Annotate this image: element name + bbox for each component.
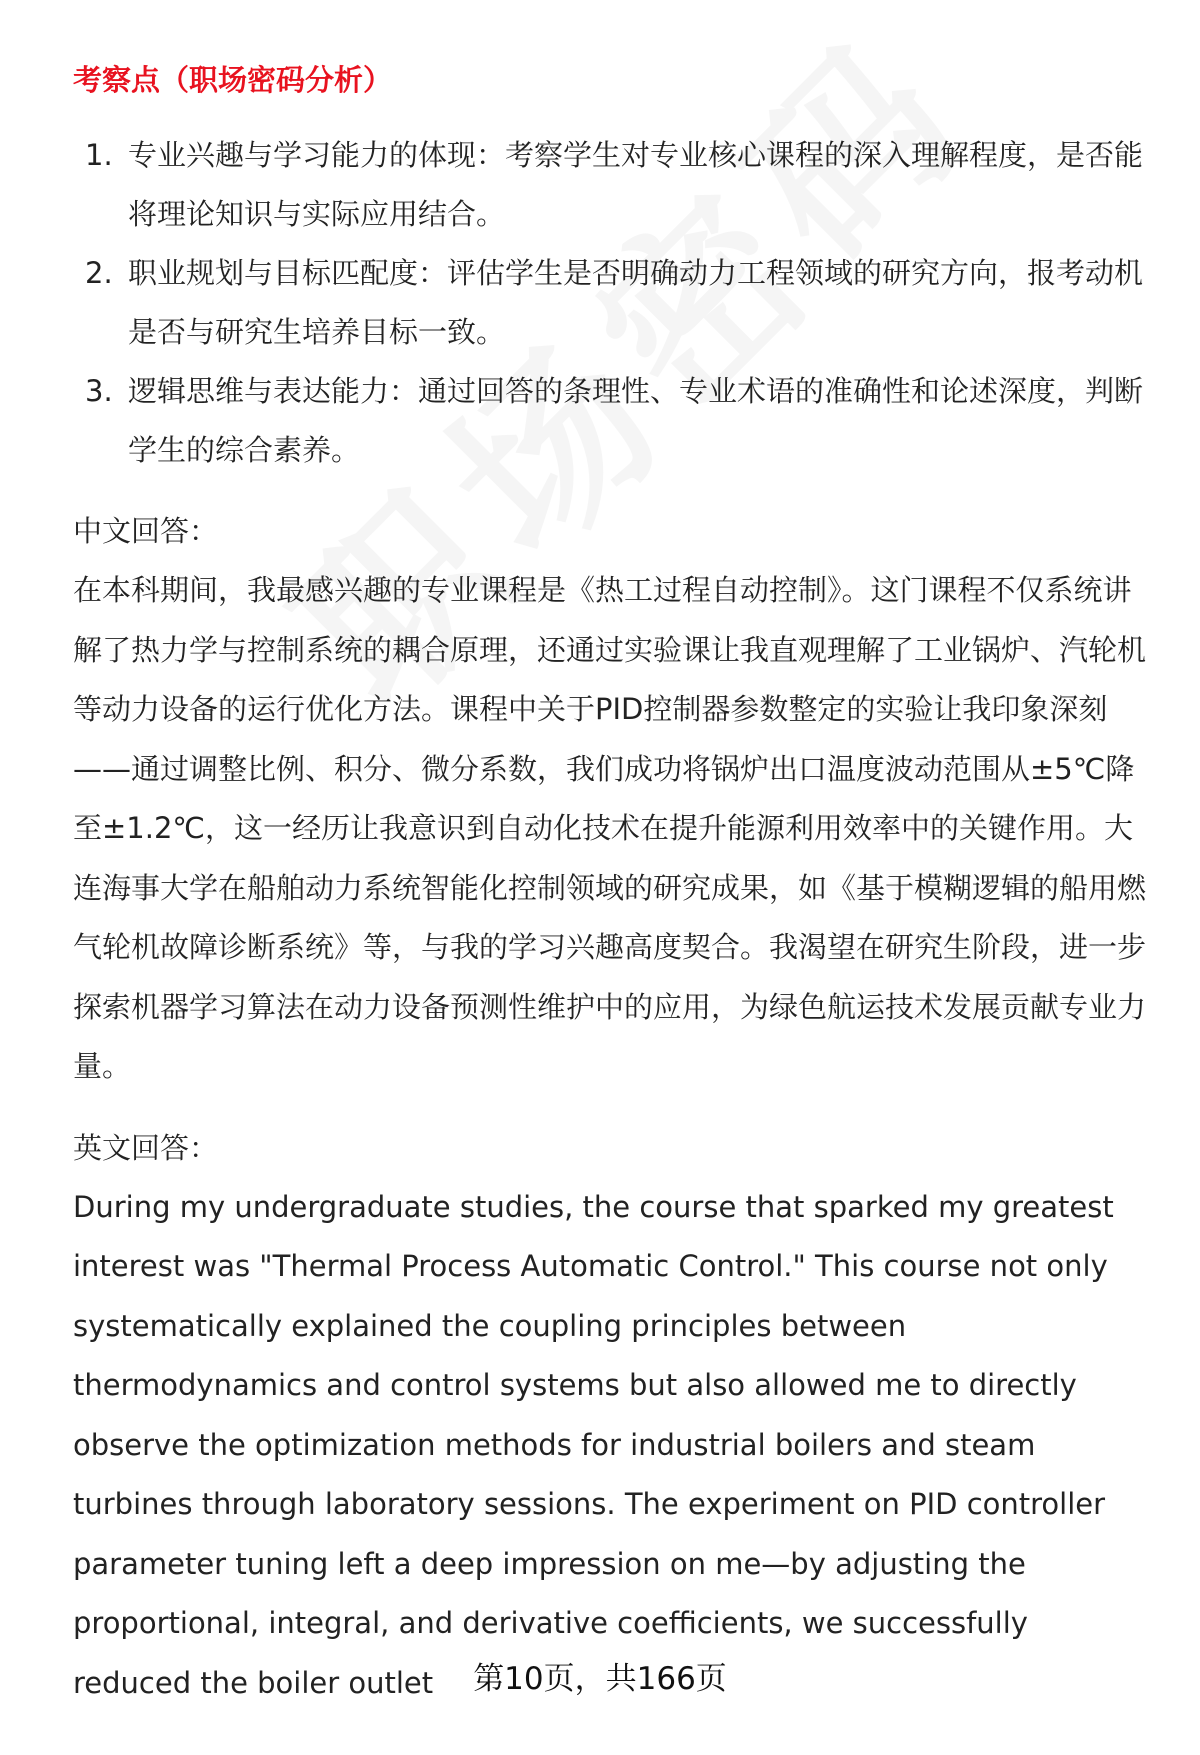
point-number: 1. (85, 138, 113, 172)
point-number: 3. (85, 374, 113, 408)
assessment-points-list (73, 126, 1148, 480)
point-text: 逻辑思维与表达能力：通过回答的条理性、专业术语的准确性和论述深度，判断学生的综合素养。 (128, 374, 1144, 467)
english-answer-label: 英文回答： (73, 1130, 219, 1165)
page-number-footer: 第10页，共166页 (473, 1661, 727, 1697)
assessment-point (73, 244, 1148, 362)
document-page (73, 54, 1148, 1713)
assessment-point (73, 362, 1148, 480)
section-title: 考察点（职场密码分析） (73, 63, 393, 97)
chinese-answer-text: 在本科期间，我最感兴趣的专业课程是《热工过程自动控制》。这门课程不仅系统讲解了热力学与控制系统的耦合原理，还通过实验课让我直观理解了工业锅炉、汽轮机等动力设备的运行优化方法。课程中关于PID控制器参数整定的实验让我印象深刻——通过调整比例、积分、微分系数，我们成功将锅炉出口温度波动范围从±5℃降至±1.2℃，这一经历让我意识到自动化技术在提升能源利用效率中的关键作用。大连海事大学在船舶动力系统智能化控制领域的研究成果，如《基于模糊逻辑的船用燃气轮机故障诊断系统》等，与我的学习兴趣高度契合。我渴望在研究生阶段，进一步探索机器学习算法在动力设备预测性维护中的应用，为绿色航运技术发展贡献专业力量。 (73, 573, 1147, 1083)
point-text: 职业规划与目标匹配度：评估学生是否明确动力工程领域的研究方向，报考动机是否与研究生培养目标一致。 (128, 256, 1144, 349)
point-text: 专业兴趣与学习能力的体现：考察学生对专业核心课程的深入理解程度，是否能将理论知识与实际应用结合。 (128, 138, 1144, 231)
chinese-answer-label: 中文回答： (73, 514, 219, 548)
assessment-point (73, 126, 1148, 244)
english-answer-text: During my undergraduate studies, the course that sparked my greatest interest was "Thermal Process Automatic Control." This course not only systematically explained the coupling principles between thermodynamics and control systems but also allowed me to directly observe the optimization methods for industrial boilers and steam turbines through laboratory sessions. The experiment on PID controller parameter tuning left a deep impression on me—by adjusting the proportional, integral, and derivative coefficients, we successfully reduced the boiler outlet (73, 1189, 1114, 1700)
point-number: 2. (85, 256, 113, 290)
